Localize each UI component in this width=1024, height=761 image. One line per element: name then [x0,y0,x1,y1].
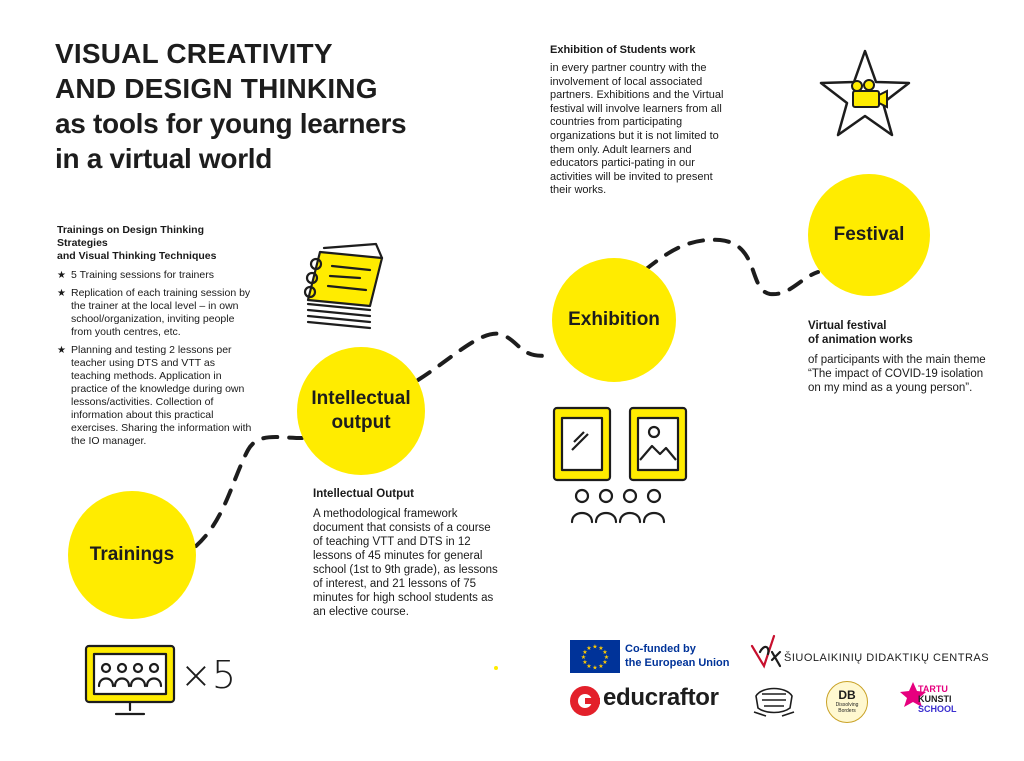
trainings-heading-1: Trainings on Design Thinking Strategies [57,224,205,249]
festival-body: of participants with the main theme “The impact of COVID-19 isolation on my mind as a young person”. [808,354,986,394]
title-line-4: in a virtual world [55,143,273,174]
intellectual-heading: Intellectual Output [313,488,414,500]
sdc-logo-text: ŠIUOLAIKINIŲ DIDAKTIKŲ CENTRAS [784,652,990,664]
eu-line-1: Co-funded by [625,643,696,655]
documents-icon [300,240,395,335]
node-intellectual-label-2: output [331,412,391,433]
svg-text:★: ★ [598,663,604,670]
trainings-item-text: Replication of each training session by the trainer at the local level – in own school/organization, inviting people from youth centres, etc. [71,287,251,338]
decorative-dot [494,666,498,670]
intellectual-info [313,487,501,619]
audience-icon [568,484,678,528]
festival-heading-2: of animation works [808,334,913,346]
svg-text:★: ★ [602,659,608,666]
dissolving-borders-logo [826,681,868,723]
star-icon: ★ [57,288,66,299]
festival-info [808,319,993,395]
eu-stars-icon [570,640,620,673]
svg-text:★: ★ [582,649,588,656]
star-icon: ★ [57,345,66,356]
educraftor-logo-icon [570,686,600,716]
eu-logo-text [625,642,730,670]
trainings-item [57,287,257,339]
trainings-heading-2: and Visual Thinking Techniques [57,250,217,262]
svg-text:★: ★ [603,654,610,661]
festival-heading-1: Virtual festival [808,320,887,332]
node-trainings [68,491,196,619]
intellectual-body: A methodological framework document that consists of a course of teaching VTT and DTS in 12 lessons of 45 minutes for general school (1st to 9th grade), as lessons of interest, and 21 lessons of 75 minutes for high school students as an elective course. [313,508,498,618]
video-camera-star-icon [815,45,915,145]
exhibition-heading: Exhibition of Students work [550,44,696,56]
monitor-people-icon [80,640,180,720]
eu-line-2: the European Union [625,657,730,669]
db-line-1: Dissolving [835,702,859,708]
svg-text:★: ★ [586,663,592,670]
node-exhibition [552,258,676,382]
trainings-item [57,269,257,282]
exhibition-body: in every partner country with the involvement of local associated partners. Exhibitions and the Virtual festival will involve learners from all countries from participating organizations but it is not limited to them only. Adult learners and educators partici-pating in our activities will be invited to present their works. [550,62,724,197]
trainings-item [57,344,257,448]
title-line-3: as tools for young learners [55,108,407,139]
exhibition-info [550,43,730,198]
star-icon: ★ [57,270,66,281]
training-multiplier: ×5 [180,653,237,697]
node-festival [808,174,930,296]
svg-text:★: ★ [592,664,598,672]
tartu-line-3: SCHOOL [918,704,957,714]
gallery-frames-icon [548,404,688,484]
svg-text:★: ★ [598,645,604,652]
title-line-2: AND DESIGN THINKING [55,73,378,104]
svg-text:★: ★ [586,645,592,652]
tartu-logo-text [918,684,957,714]
node-festival-label: Festival [833,224,905,245]
db-logo-mark: DB [838,688,856,702]
db-line-2: Borders [838,708,856,714]
svg-text:★: ★ [580,654,587,661]
node-intellectual-output [297,347,425,475]
school-crest-logo-icon [752,682,796,718]
svg-text:★: ★ [592,643,598,651]
trainings-item-text: 5 Training sessions for trainers [71,269,214,281]
eu-flag-icon [570,640,620,673]
educraftor-logo-text: educraftor [603,684,719,711]
node-trainings-label: Trainings [89,544,175,565]
sdc-logo-icon [748,632,784,672]
node-exhibition-label: Exhibition [568,309,660,330]
tartu-line-1: TARTU [918,684,948,694]
svg-text:★: ★ [582,659,588,666]
trainings-info [57,224,257,453]
node-intellectual-label-1: Intellectual [311,388,411,409]
svg-text:★: ★ [602,649,608,656]
tartu-line-2: KUNSTI [918,694,952,704]
trainings-item-text: Planning and testing 2 lessons per teacher using DTS and VTT as teaching methods. Application in practice of the knowledge during own lessons/activities. Collection of information about this practical exercises. Sharing the information with the IO manager. [71,344,252,447]
title-line-1: VISUAL CREATIVITY [55,38,333,69]
